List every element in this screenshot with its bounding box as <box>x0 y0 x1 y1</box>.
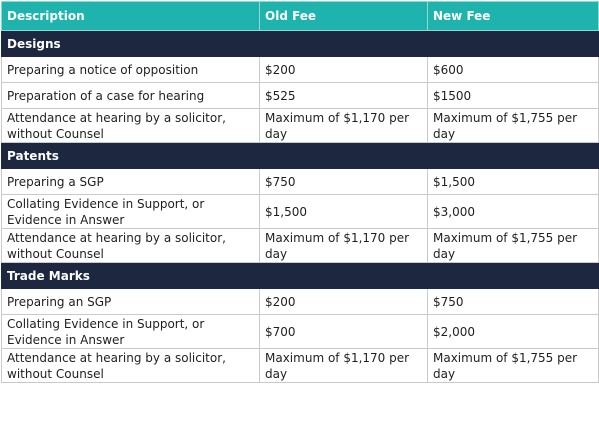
table-row <box>2 315 599 349</box>
section-title: Designs <box>2 31 599 57</box>
header-new-fee: New Fee <box>428 2 599 31</box>
table-row <box>2 289 599 315</box>
cell-description: Preparation of a case for hearing <box>2 83 260 109</box>
cell-description: Attendance at hearing by a solicitor, without Counsel <box>2 349 260 383</box>
table-row <box>2 169 599 195</box>
table-row <box>2 229 599 263</box>
cell-new-fee: Maximum of $1,755 per day <box>428 229 599 263</box>
cell-old-fee: $1,500 <box>260 195 428 229</box>
table-row <box>2 57 599 83</box>
cell-old-fee: $200 <box>260 289 428 315</box>
cell-description: Collating Evidence in Support, or Evidence in Answer <box>2 315 260 349</box>
table-row <box>2 109 599 143</box>
cell-old-fee: $200 <box>260 57 428 83</box>
cell-new-fee: $3,000 <box>428 195 599 229</box>
cell-new-fee: $1500 <box>428 83 599 109</box>
cell-old-fee: Maximum of $1,170 per day <box>260 349 428 383</box>
cell-description: Preparing a notice of opposition <box>2 57 260 83</box>
table-row <box>2 83 599 109</box>
cell-new-fee: $2,000 <box>428 315 599 349</box>
cell-description: Collating Evidence in Support, or Evidence in Answer <box>2 195 260 229</box>
cell-old-fee: Maximum of $1,170 per day <box>260 109 428 143</box>
cell-description: Attendance at hearing by a solicitor, without Counsel <box>2 109 260 143</box>
table-row <box>2 349 599 383</box>
cell-old-fee: $700 <box>260 315 428 349</box>
table-row <box>2 195 599 229</box>
cell-description: Attendance at hearing by a solicitor, without Counsel <box>2 229 260 263</box>
section-row-patents <box>2 143 599 169</box>
section-title: Patents <box>2 143 599 169</box>
section-title: Trade Marks <box>2 263 599 289</box>
cell-new-fee: $750 <box>428 289 599 315</box>
cell-old-fee: Maximum of $1,170 per day <box>260 229 428 263</box>
header-description: Description <box>2 2 260 31</box>
cell-new-fee: Maximum of $1,755 per day <box>428 349 599 383</box>
cell-old-fee: $750 <box>260 169 428 195</box>
section-row-designs <box>2 31 599 57</box>
cell-description: Preparing a SGP <box>2 169 260 195</box>
table-header-row <box>2 2 599 31</box>
cell-new-fee: $1,500 <box>428 169 599 195</box>
cell-old-fee: $525 <box>260 83 428 109</box>
header-old-fee: Old Fee <box>260 2 428 31</box>
cell-description: Preparing an SGP <box>2 289 260 315</box>
cell-new-fee: $600 <box>428 57 599 83</box>
cell-new-fee: Maximum of $1,755 per day <box>428 109 599 143</box>
fee-table <box>1 1 599 383</box>
section-row-trade-marks <box>2 263 599 289</box>
